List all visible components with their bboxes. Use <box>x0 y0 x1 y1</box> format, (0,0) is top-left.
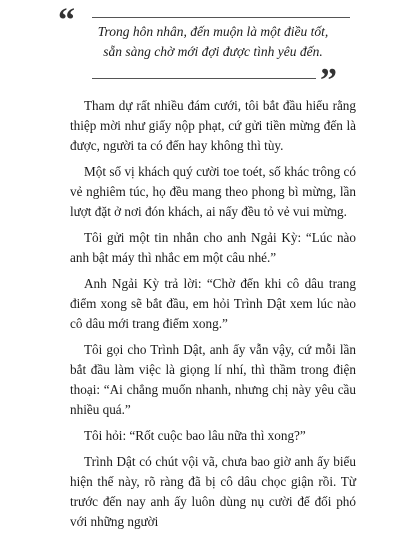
paragraph: Tôi gửi một tin nhắn cho anh Ngải Kỳ: “Lúc nào anh bật máy thì nhắc em một câu nhé.” <box>70 230 356 265</box>
epigraph-line-1: Trong hôn nhân, đến muộn là một điều tốt, <box>97 24 329 39</box>
paragraph: Tôi hỏi: “Rốt cuộc bao lâu nữa thì xong?” <box>84 428 306 443</box>
paragraph: Trình Dật có chút vội vã, chưa bao giờ anh ấy biểu hiện thế này, rõ ràng đã bị cô dâu chọc giận rồi. Từ trước đến nay anh ấy luôn dùng nụ cười để đối phó với những người <box>70 454 356 529</box>
paragraph: Tham dự rất nhiều đám cưới, tôi bắt đầu hiểu rằng thiệp mời như giấy nộp phạt, cứ gửi tiền mừng đến là được, người ta có đến hay không thì tùy. <box>70 98 356 153</box>
epigraph-line-2: sẵn sàng chờ mới đợi được tình yêu đến. <box>103 44 323 59</box>
paragraph: Một số vị khách quý cười toe toét, số khác trông có vẻ nghiêm túc, họ đều mang theo phong bì mừng, lần lượt đặt ở nơi đón khách, ai nấy đều tỏ vẻ vui mừng. <box>70 164 356 219</box>
open-quote-icon: “ <box>58 2 75 39</box>
epigraph-quote <box>70 22 356 62</box>
bottom-rule <box>92 78 316 79</box>
body-text <box>70 96 356 538</box>
paragraph: Anh Ngải Kỳ trả lời: “Chờ đến khi cô dâu trang điểm xong sẽ bắt đầu, em hỏi Trình Dật xem lúc nào cô dâu mới trang điểm xong.” <box>70 276 356 331</box>
close-quote-icon: ” <box>320 62 337 99</box>
paragraph: Tôi gọi cho Trình Dật, anh ấy vẫn vậy, cứ mỗi lần bắt đầu làm việc là giọng lí nhí, thì thầm trong điện thoại: “Ai chẳng muốn nhanh, nhưng chị này yêu cầu nhiều quá.” <box>70 342 356 417</box>
top-rule <box>92 17 350 18</box>
